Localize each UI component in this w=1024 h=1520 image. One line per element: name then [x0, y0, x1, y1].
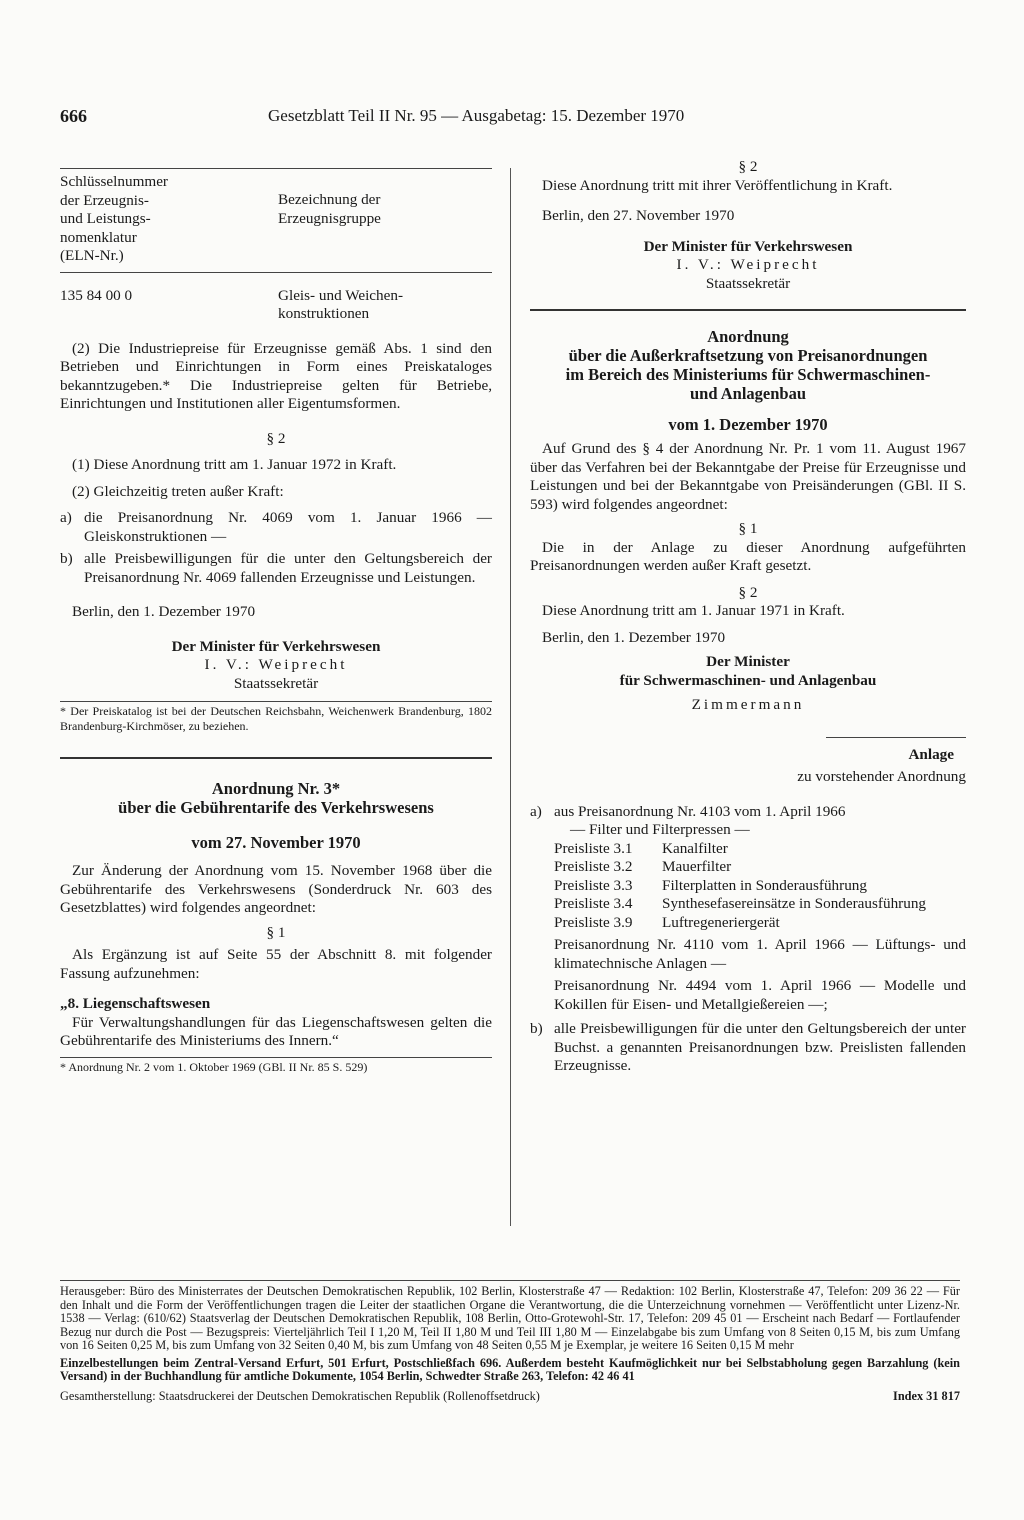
anlage-item-a-sub: — Filter und Filterpressen —	[570, 821, 750, 838]
eln-code: 135 84 00 0	[60, 286, 133, 304]
ord3-heading-8: „8. Liegenschaftswesen	[60, 995, 211, 1012]
ord-section-2-text: Diese Anordnung tritt am 1. Januar 1971 in Kraft.	[542, 602, 845, 619]
preisliste-text: Mauerfilter	[662, 858, 732, 875]
preisliste-row	[554, 840, 966, 859]
ord3-text-8: Für Verwaltungshandlungen für das Liegenschaftswesen gelten die Gebührentarife des Ministeriums des Innern.“	[60, 1013, 492, 1049]
preisliste-number: Preisliste 3.9	[554, 913, 633, 931]
ord3-subtitle: über die Gebührentarife des Verkehrswesens	[118, 798, 434, 817]
anlage-item-a	[530, 803, 966, 822]
paragraph-2: (2) Die Industriepreise für Erzeugnisse gemäß Abs. 1 sind den Betrieben und Einrichtungen in Form eines Preiskataloges bekanntzugeben.* Die Industriepreise gelten für Betriebe, Einrichtungen und Institutionen aller Eigentumsformen.	[60, 339, 492, 412]
table-top-rule	[60, 168, 492, 169]
signature: I. V.: Weiprecht	[204, 656, 348, 673]
minister-title: Der Minister für Verkehrswesen	[171, 637, 381, 655]
preisliste-text: Kanalfilter	[662, 839, 728, 857]
minister-title-right: Der Minister für Verkehrswesen	[643, 237, 853, 255]
preisliste-number: Preisliste 3.4	[554, 895, 633, 912]
imprint-printer: Gesamtherstellung: Staatsdruckerei der Deutschen Demokratischen Republik (Rollenoffsetdruck)	[60, 1388, 540, 1403]
section-2-text-right: Diese Anordnung tritt mit ihrer Veröffentlichung in Kraft.	[542, 176, 893, 194]
preisliste-text: Filterplatten in Sonderausführung	[662, 876, 867, 894]
table-mid-rule	[60, 272, 492, 273]
preisliste-text: Synthesefasereinsätze in Sonderausführung	[662, 895, 927, 912]
ord3-footnote: * Anordnung Nr. 2 vom 1. Oktober 1969 (GBl. II Nr. 85 S. 529)	[60, 1059, 368, 1074]
imprint-bottom-line	[60, 1390, 960, 1404]
header-title: Gesetzblatt Teil II Nr. 95 — Ausgabetag: 15. Dezember 1970	[268, 106, 685, 125]
preisliste-number: Preisliste 3.1	[554, 839, 633, 857]
preisliste-number: Preisliste 3.2	[554, 858, 633, 875]
signatory-role: Staatssekretär	[233, 674, 319, 692]
eln-table-header	[60, 173, 492, 266]
signature-right: I. V.: Weiprecht	[676, 256, 820, 273]
footnote-rule	[60, 701, 492, 702]
eln-desc-line: konstruktionen	[278, 305, 370, 322]
eln-col1-line: und Leistungs-	[60, 210, 151, 227]
page-number: 666	[60, 106, 87, 126]
ord-section-1-text: Die in der Anlage zu dieser Anordnung aufgeführten Preisanordnungen werden außer Kraft gesetzt.	[530, 538, 966, 574]
preisliste-row	[554, 877, 966, 896]
ord3-section-1-title: § 1	[266, 923, 286, 941]
list-label: a)	[530, 802, 542, 820]
list-item-a	[60, 509, 492, 546]
section-2-para-1: (1) Diese Anordnung tritt am 1. Januar 1972 in Kraft.	[72, 456, 397, 473]
preisliste-row	[554, 895, 966, 914]
column-divider	[510, 168, 511, 1226]
imprint-rule	[60, 1280, 960, 1281]
eln-col2-header	[278, 173, 492, 266]
preisliste-text: Luftregeneriergerät	[662, 913, 780, 931]
list-item-b	[60, 550, 492, 587]
ord3-date: vom 27. November 1970	[191, 833, 361, 852]
preisliste-row	[554, 914, 966, 933]
ord3-title: Anordnung Nr. 3*	[211, 779, 341, 798]
ord3-footnote-rule	[60, 1057, 492, 1058]
left-column	[60, 158, 492, 1074]
eln-col1-line: Schlüsselnummer	[60, 173, 168, 190]
anlage-subtitle: zu vorstehender Anordnung	[797, 768, 966, 785]
eln-desc-line: Gleis- und Weichen-	[278, 286, 404, 304]
signatory-role-right: Staatssekretär	[705, 274, 791, 292]
preisliste-number: Preisliste 3.3	[554, 876, 633, 894]
preisliste-row	[554, 858, 966, 877]
ord-subtitle-3: und Anlagenbau	[689, 384, 807, 403]
ord3-section-1-text: Als Ergänzung ist auf Seite 55 der Abschnitt 8. mit folgender Fassung aufzunehmen:	[60, 946, 492, 982]
anlage-title: Anlage	[908, 745, 954, 763]
footnote: * Der Preiskatalog ist bei der Deutschen Reichsbahn, Weichenwerk Brandenburg, 1802 Brandenburg-Kirchmöser, zu beziehen.	[60, 704, 492, 733]
list-text: aus Preisanordnung Nr. 4103 vom 1. April 1966	[554, 802, 846, 820]
imprint-publisher: Herausgeber: Büro des Ministerrates der Deutschen Demokratischen Republik, 102 Berlin, Klosterstraße 47 — Redaktion: 102 Berlin, Klosterstraße 47, Telefon: 209 36 22 — Für den Inhalt und die Form der Veröffentlichungen tragen die Leiter der staatlichen Organe die Verantwortung, die die Unterzeichnung vornehmen — Veröffentlicht unter Lizenz-Nr. 1538 — Verlag: (610/62) Staatsverlag der Deutschen Demokratischen Republik, 108 Berlin, Otto-Grotewohl-Str. 17, Telefon: 209 45 01 — Erscheint nach Bedarf — Fortlaufender Bezug nur durch die Post — Bezugspreis: Vierteljährlich Teil I 1,20 M, Teil II 1,80 M und Teil III 1,80 M — Einzelabgabe bis zum Umfang von 8 Seiten 0,15 M, bis zum Umfang von 16 Seiten 0,25 M, bis zum Umfang von 32 Seiten 0,40 M, bis zum Umfang von 48 Seiten 0,55 M je Exemplar, je weitere 16 Seiten 0,15 M mehr	[60, 1284, 960, 1352]
preisanordnung-4494: Preisanordnung Nr. 4494 vom 1. April 1966 — Modelle und Kokillen für Eisen- und Metallgießereien —;	[554, 977, 966, 1013]
ord-subtitle-1: über die Außerkraftsetzung von Preisanordnungen	[568, 346, 928, 365]
section-2-para-2: (2) Gleichzeitig treten außer Kraft:	[72, 482, 284, 500]
preisanordnung-4110: Preisanordnung Nr. 4110 vom 1. April 1966 — Lüftungs- und klimatechnische Anlagen —	[554, 936, 966, 972]
eln-col1-line: nomenklatur	[60, 228, 137, 246]
ord-section-2-title: § 2	[738, 583, 758, 601]
eln-col1-line: der Erzeugnis-	[60, 191, 149, 209]
place-date: Berlin, den 1. Dezember 1970	[72, 603, 256, 620]
imprint	[60, 1280, 960, 1403]
eln-col1-header	[60, 173, 278, 266]
eln-col2-line: Bezeichnung der	[278, 191, 381, 208]
list-label: b)	[60, 550, 73, 567]
ord-intro: Auf Grund des § 4 der Anordnung Nr. Pr. 1 vom 11. August 1967 über das Verfahren bei der Bekanntgabe der Preise für Erzeugnisse und Leistungen und bei der Bekanntgabe von Preisänderungen (GBl. II S. 593) wird folgendes angeordnet:	[530, 440, 966, 513]
signature-2: Zimmermann	[691, 696, 805, 713]
ord-section-1-title: § 1	[738, 520, 758, 537]
ord3-intro: Zur Änderung der Anordnung vom 15. November 1968 über die Gebührentarife des Verkehrswesens (Sonderdruck Nr. 603 des Gesetzblattes) wird folgendes angeordnet:	[60, 862, 492, 916]
ord-title: Anordnung	[707, 327, 789, 346]
section-2-title-right: § 2	[738, 158, 758, 175]
list-text: die Preisanordnung Nr. 4069 vom 1. Januar 1966 — Gleiskonstruktionen —	[84, 509, 492, 545]
imprint-orders: Einzelbestellungen beim Zentral-Versand Erfurt, 501 Erfurt, Postschließfach 696. Außerdem besteht Kaufmöglichkeit nur bei Selbstabholung gegen Barzahlung (kein Versand) in der Buchhandlung für amtliche Dokumente, 1054 Berlin, Schwedter Straße 263, Telefon: 42 46 41	[60, 1355, 960, 1383]
ord-subtitle-2: im Bereich des Ministeriums für Schwermaschinen-	[565, 365, 931, 384]
eln-description	[278, 287, 492, 324]
minister2-line-2: für Schwermaschinen- und Anlagenbau	[619, 671, 877, 689]
ord-date: vom 1. Dezember 1970	[668, 415, 828, 434]
section-2-title: § 2	[266, 429, 286, 447]
right-column	[530, 158, 966, 1076]
eln-table-row	[60, 287, 492, 324]
place-date-right: Berlin, den 27. November 1970	[542, 207, 735, 224]
list-text: alle Preisbewilligungen für die unter den Geltungsbereich der unter Buchst. a genannten Preisanordnungen bzw. Preislisten fallenden Erzeugnisse.	[554, 1020, 966, 1074]
list-label: b)	[530, 1020, 543, 1037]
eln-col1-line: (ELN-Nr.)	[60, 247, 124, 264]
place-date-right-2: Berlin, den 1. Dezember 1970	[542, 628, 726, 646]
minister2-line-1: Der Minister	[706, 653, 790, 670]
list-label: a)	[60, 509, 72, 526]
index-number: Index 31 817	[893, 1388, 960, 1403]
list-text: alle Preisbewilligungen für die unter den Geltungsbereich der Preisanordnung Nr. 4069 fallenden Erzeugnisse und Leistungen.	[84, 550, 492, 586]
eln-col2-line: Erzeugnisgruppe	[278, 209, 381, 227]
anlage-item-b	[530, 1020, 966, 1076]
